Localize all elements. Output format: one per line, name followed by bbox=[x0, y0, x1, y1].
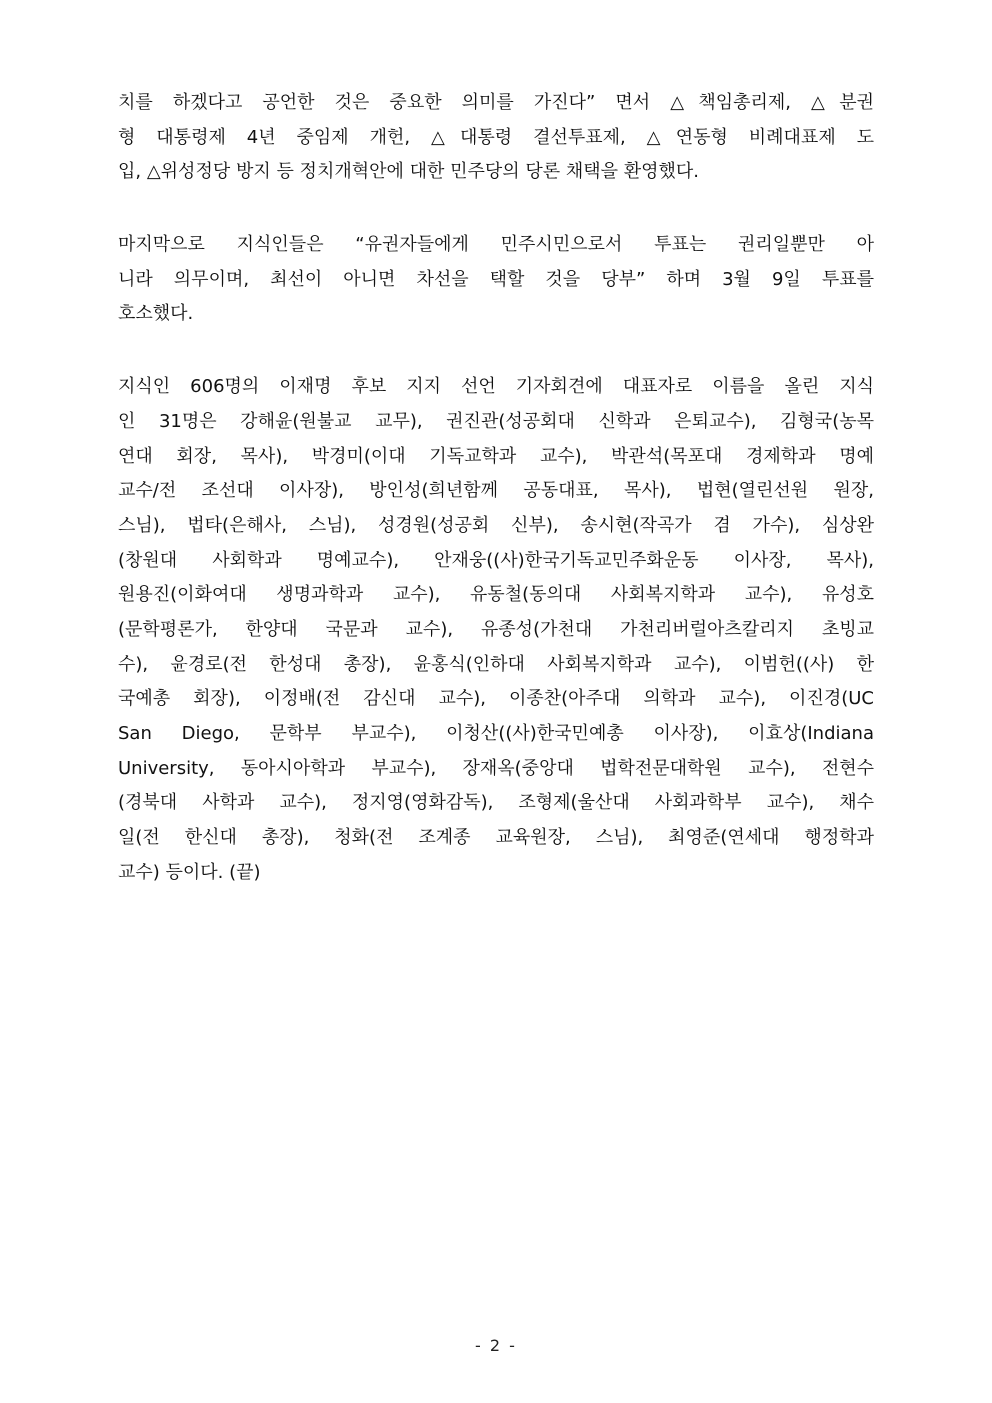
text-line: (창원대 사회학과 명예교수), 안재웅((사)한국기독교민주화운동 이사장, 목사), bbox=[118, 549, 874, 571]
paragraph-policy-welcome bbox=[118, 86, 874, 190]
text-line: (문학평론가, 한양대 국문과 교수), 유종성(가천대 가천리버럴아츠칼리지 초빙교 bbox=[118, 618, 874, 640]
text-line: 인 31명은 강해윤(원불교 교무), 권진관(성공회대 신학과 은퇴교수), 김형국(농목 bbox=[118, 410, 874, 432]
text-line: 국예총 회장), 이정배(전 감신대 교수), 이종찬(아주대 의학과 교수), 이진경(UC bbox=[118, 688, 874, 710]
document-body bbox=[118, 86, 874, 928]
paragraph-representatives-list bbox=[118, 370, 874, 890]
text-line: San Diego, 문학부 부교수), 이청산((사)한국민예총 이사장), 이효상(Indiana bbox=[118, 723, 874, 744]
text-line: 교수) 등이다. (끝) bbox=[118, 861, 261, 883]
text-line: 교수/전 조선대 이사장), 방인성(희년함께 공동대표, 목사), 법현(열린선원 원장, bbox=[118, 480, 874, 502]
text-line: 입, △위성정당 방지 등 정치개혁안에 대한 민주당의 당론 채택을 환영했다. bbox=[118, 161, 700, 183]
text-line: (경북대 사학과 교수), 정지영(영화감독), 조형제(울산대 사회과학부 교수), 채수 bbox=[118, 792, 874, 814]
text-line: 니라 의무이며, 최선이 아니면 차선을 택할 것을 당부” 하며 3월 9일 투표를 bbox=[118, 268, 874, 290]
text-line: 연대 회장, 목사), 박경미(이대 기독교학과 교수), 박관석(목포대 경제학과 명예 bbox=[118, 445, 874, 467]
text-line: 일(전 한신대 총장), 청화(전 조계종 교육원장, 스님), 최영준(연세대 행정학과 bbox=[118, 827, 874, 849]
text-line: 수), 윤경로(전 한성대 총장), 윤홍식(인하대 사회복지학과 교수), 이범헌((사) 한 bbox=[118, 653, 874, 675]
text-line: University, 동아시아학과 부교수), 장재옥(중앙대 법학전문대학원 교수), 전현수 bbox=[118, 757, 874, 779]
text-line: 원용진(이화여대 생명과학과 교수), 유동철(동의대 사회복지학과 교수), 유성호 bbox=[118, 584, 874, 606]
text-line: 호소했다. bbox=[118, 303, 194, 325]
text-line: 치를 하겠다고 공언한 것은 중요한 의미를 가진다” 면서 △책임총리제, △분권 bbox=[118, 92, 874, 113]
page-number: - 2 - bbox=[475, 1336, 517, 1355]
text-line: 마지막으로 지식인들은 “유권자들에게 민주시민으로서 투표는 권리일뿐만 아 bbox=[118, 234, 874, 256]
text-line: 스님), 법타(은해사, 스님), 성경원(성공회 신부), 송시현(작곡가 겸 가수), 심상완 bbox=[118, 514, 874, 536]
paragraph-voting-appeal bbox=[118, 228, 874, 332]
text-line: 형 대통령제 4년 중임제 개헌, △대통령 결선투표제, △연동형 비례대표제 도 bbox=[118, 126, 874, 148]
text-line: 지식인 606명의 이재명 후보 지지 선언 기자회견에 대표자로 이름을 올린 지식 bbox=[118, 376, 874, 398]
